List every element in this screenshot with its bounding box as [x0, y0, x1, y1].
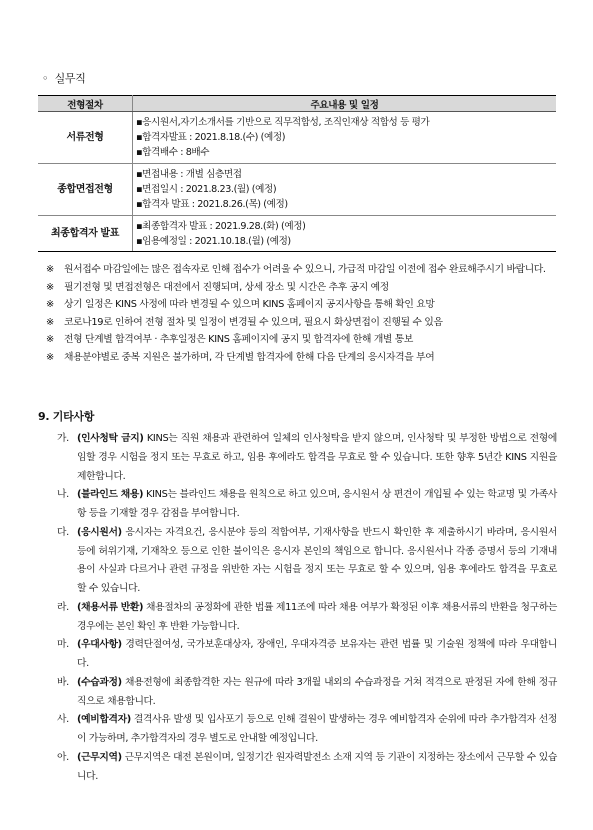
note-text: 원서접수 마감일에는 많은 접속자로 인해 접수가 어려울 수 있으니, 가급적 마감일 이전에 접수 완료해주시기 바랍니다.	[64, 264, 546, 275]
note-text: 코로나19로 인하여 전형 절차 및 일정이 변경될 수 있으며, 필요시 화상면접이 진행될 수 있음	[64, 316, 443, 328]
details-cell	[133, 216, 557, 252]
list-item	[57, 524, 557, 599]
selection-process-table	[38, 95, 556, 252]
table-row	[38, 216, 556, 252]
section-9-heading	[38, 408, 94, 424]
header-stage: 전형절차	[38, 96, 133, 112]
list-item	[57, 486, 557, 524]
table-row	[38, 164, 556, 216]
item-text: 채용절차의 공정화에 관한 법률 제11조에 따라 채용 여부가 확정된 이후 채용서류의 반환을 청구하는 경우에는 본인 확인 후 반환 가능합니다.	[77, 601, 557, 632]
section-title	[42, 70, 86, 86]
list-item	[57, 636, 557, 674]
item-heading: (예비합격자)	[77, 714, 131, 726]
list-item	[57, 674, 557, 712]
item-text: 근무지역은 대전 본원이며, 일정기간 원자력발전소 소재 지역 등 기관이 지정하는 장소에서 근무할 수 있습니다.	[77, 751, 557, 782]
reference-mark: ※	[46, 299, 54, 311]
item-heading: (블라인드 채용)	[77, 489, 144, 501]
note-item	[46, 296, 558, 314]
detail-line: ▪합격배수 : 8배수	[136, 147, 210, 158]
stage-cell: 종합면접전형	[38, 164, 133, 216]
note-text: 상기 일정은 KINS 사정에 따라 변경될 수 있으며 KINS 홈페이지 공지사항을 통해 확인 요망	[64, 299, 435, 311]
item-heading: (인사청탁 금지)	[77, 433, 144, 444]
details-cell	[133, 164, 557, 216]
detail-line: ▪면접내용 : 개별 심층면접	[136, 169, 242, 180]
item-label: 바.	[57, 676, 69, 688]
list-item	[57, 430, 557, 486]
item-text: 결격사유 발생 및 입사포기 등으로 인해 결원이 발생하는 경우 예비합격자 순위에 따라 추가합격자 선정이 가능하며, 추가합격자의 경우 별도로 안내할 예정입니다.	[77, 714, 557, 744]
section-number: 9.	[38, 410, 50, 423]
table-header-row	[38, 96, 556, 112]
reference-mark: ※	[46, 316, 54, 328]
item-label: 나.	[57, 489, 69, 501]
item-text: 채용전형에 최종합격한 자는 원규에 따라 3개월 내외의 수습과정을 거쳐 적격으로 판정된 자에 한해 정규직으로 채용합니다.	[77, 676, 557, 707]
notes-list	[46, 261, 558, 367]
note-item	[46, 331, 558, 349]
header-details: 주요내용 및 일정	[133, 96, 557, 112]
detail-line: ▪합격자발표 : 2021.8.18.(수) (예정)	[136, 132, 286, 143]
detail-line: ▪응시원서,자기소개서를 기반으로 직무적합성, 조직인재상 적합성 등 평가	[136, 117, 430, 128]
list-item	[57, 711, 557, 749]
reference-mark: ※	[46, 264, 54, 275]
detail-line: ▪최종합격자 발표 : 2021.9.28.(화) (예정)	[136, 220, 306, 232]
item-text: 응시자는 자격요건, 응시분야 등의 적합여부, 기재사항을 반드시 확인한 후 제출하시기 바라며, 응시원서 등에 허위기재, 기재착오 등으로 인한 불이익은 응시자 본인의 책임으로 합니다. 응시원서나 각종 증명서 등의 기재내용이 사실과 다르거나 관련 규정을 위반한 자는 시험을 정지 또는 무효로 할 수 있으며, 임용 후에라도 합격을 무효로 할 수 있습니다.	[77, 526, 557, 594]
note-item	[46, 314, 558, 332]
misc-items-list	[57, 430, 557, 786]
item-heading: (근무지역)	[77, 751, 122, 763]
reference-mark: ※	[46, 281, 54, 293]
item-label: 가.	[57, 433, 69, 444]
stage-cell: 서류전형	[38, 112, 133, 164]
table-row	[38, 112, 556, 164]
item-heading: (수습과정)	[77, 676, 122, 688]
details-cell	[133, 112, 557, 164]
list-item	[57, 749, 557, 787]
detail-line: ▪임용예정일 : 2021.10.18.(월) (예정)	[136, 235, 291, 247]
note-item	[46, 279, 558, 297]
stage-cell: 최종합격자 발표	[38, 216, 133, 252]
detail-line: ▪면접일시 : 2021.8.23.(월) (예정)	[136, 184, 277, 195]
item-text: KINS는 블라인드 채용을 원칙으로 하고 있으며, 응시원서 상 편견이 개입될 수 있는 학교명 및 가족사항 등을 기재할 경우 감점을 부여합니다.	[77, 489, 557, 519]
item-text: KINS는 직원 채용과 관련하여 일체의 인사청탁을 받지 않으며, 인사청탁 및 부정한 방법으로 전형에 임할 경우 시험을 정지 또는 무효로 하고, 임용 후에라도 합격을 무효로 할 수 있습니다. 또한 향후 5년간 KINS 지원을 제한합니다.	[77, 433, 558, 482]
item-label: 라.	[57, 601, 69, 613]
reference-mark: ※	[46, 334, 54, 346]
item-label: 마.	[57, 639, 69, 651]
note-text: 채용분야별로 중복 지원은 불가하며, 각 단계별 합격자에 한해 다음 단계의 응시자격을 부여	[64, 351, 435, 363]
note-text: 필기전형 및 면접전형은 대전에서 진행되며, 상세 장소 및 시간은 추후 공지 예정	[64, 281, 389, 293]
item-heading: (응시원서)	[77, 526, 122, 538]
note-text: 전형 단계별 합격여부 · 추후일정은 KINS 홈페이지에 공지 및 합격자에 한해 개별 통보	[64, 334, 414, 346]
item-label: 아.	[57, 751, 69, 763]
item-heading: (우대사항)	[77, 639, 122, 651]
note-item	[46, 261, 558, 279]
list-item	[57, 599, 557, 637]
section-heading-text: 기타사항	[52, 410, 95, 423]
item-label: 다.	[57, 526, 69, 538]
item-text: 경력단절여성, 국가보훈대상자, 장애인, 우대자격증 보유자는 관련 법률 및 기술원 정책에 따라 우대합니다.	[77, 639, 557, 669]
reference-mark: ※	[46, 351, 54, 363]
note-item	[46, 349, 558, 367]
item-label: 사.	[57, 714, 69, 726]
item-heading: (채용서류 반환)	[77, 601, 144, 613]
detail-line: ▪합격자 발표 : 2021.8.26.(목) (예정)	[136, 199, 288, 210]
section-title-text: 실무직	[54, 72, 86, 85]
section-bullet: ◦	[42, 72, 49, 85]
